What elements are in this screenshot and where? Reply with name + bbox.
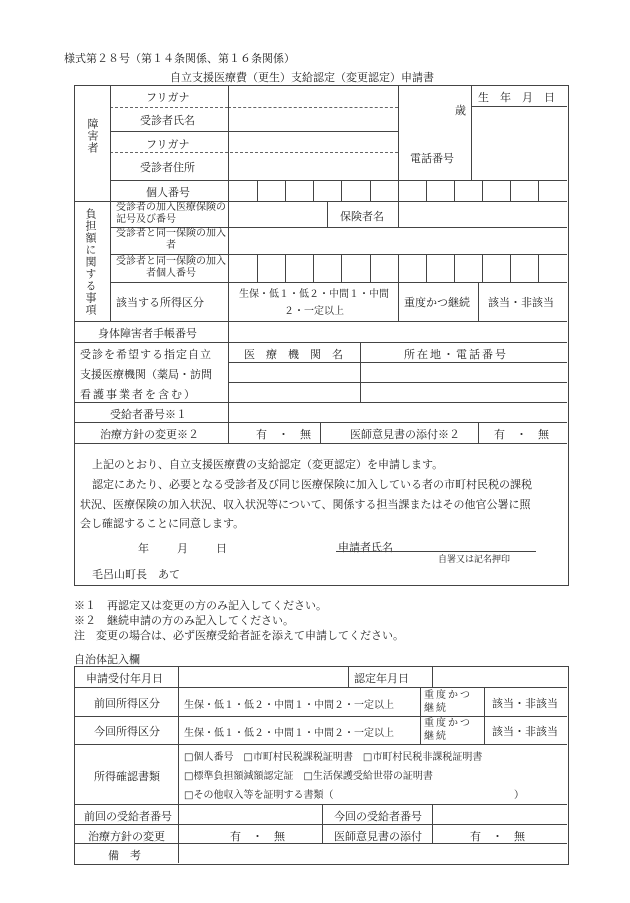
- prev-applicable[interactable]: 該当・非該当: [492, 697, 558, 710]
- curr-recipient-label: 今回の受給者番号: [334, 810, 422, 823]
- treatment-yes-no-2[interactable]: 有 ・ 無: [230, 830, 285, 843]
- certified-date-label: 認定年月日: [354, 672, 409, 685]
- curr-severe-label: 重度かつ継続: [424, 718, 472, 742]
- curr-income-label: 今回所得区分: [94, 725, 160, 738]
- note-2: ※２ 継続申請の方のみ記入してください。: [74, 614, 294, 627]
- dob-label: 生 年 月 日: [478, 91, 555, 104]
- docs-label: 所得確認書類: [94, 770, 160, 783]
- insurance-symbol-label: 受診者の加入医療保険の記号及び番号: [116, 202, 226, 225]
- declaration-line-3: 状況、医療保険の加入状況、収入状況等について、関係する担当課またはその他官公署に照: [80, 498, 531, 511]
- facility-col-address: 所在地・電話番号: [404, 348, 508, 361]
- declaration-date[interactable]: 年 月 日: [138, 542, 229, 555]
- prev-income-options[interactable]: 生保・低１・低２・中間１・中間２・一定以上: [184, 700, 394, 711]
- income-options[interactable]: 生保・低１・低２・中間１・中間２・一定以上: [239, 289, 389, 317]
- note-3: 注 変更の場合は、必ず医療受給者証を添えて申請してください。: [74, 629, 404, 642]
- name-label: 受診者氏名: [140, 114, 195, 127]
- address-label: 受診者住所: [140, 161, 195, 174]
- divider: [110, 107, 228, 108]
- opinion-yes-no[interactable]: 有 ・ 無: [494, 428, 549, 441]
- section-label-burden: 負担額に関する事項: [84, 208, 97, 316]
- applicable-toggle[interactable]: 該当・非該当: [488, 296, 554, 309]
- recipient-number-label: 受給者番号※１: [110, 408, 187, 421]
- same-insurance-number-label: 受診者と同一保険の加入者個人番号: [116, 256, 226, 279]
- age-label: 歳: [455, 104, 466, 117]
- curr-income-options[interactable]: 生保・低１・低２・中間１・中間２・一定以上: [184, 728, 394, 739]
- addressee: 毛呂山町長 あて: [92, 568, 180, 581]
- severe-label: 重度かつ継続: [404, 296, 470, 309]
- opinion-label-2: 医師意見書の添付: [334, 830, 422, 843]
- declaration-line-4: 会し確認することに同意します。: [80, 517, 245, 530]
- income-class-label: 該当する所得区分: [116, 296, 204, 309]
- note-1: ※１ 再認定又は変更の方のみ記入してください。: [74, 599, 327, 612]
- facility-label-3: 看護事業者を含む）: [80, 388, 197, 401]
- municipal-heading: 自治体記入欄: [74, 653, 140, 666]
- section-label-disabled: 障害者: [86, 118, 99, 154]
- phone-label: 電話番号: [410, 152, 454, 165]
- prev-income-label: 前回所得区分: [94, 697, 160, 710]
- treatment-change-label: 治療方針の変更※２: [100, 428, 199, 441]
- my-number-label: 個人番号: [146, 186, 190, 199]
- facility-label-1: 受診を希望する指定自立: [80, 348, 212, 361]
- signature-note: 自署又は記名押印: [438, 555, 511, 565]
- docs-line-3[interactable]: □その他収入等を証明する書類（: [184, 790, 334, 801]
- insurer-label: 保険者名: [340, 210, 384, 223]
- docs-line-2[interactable]: □標準負担額減額認定証 □生活保護受給世帯の証明書: [184, 771, 433, 782]
- treatment-yes-no[interactable]: 有 ・ 無: [256, 428, 311, 441]
- treatment-change-label-2: 治療方針の変更: [88, 830, 165, 843]
- form-title: 自立支援医療費（更生）支給認定（変更認定）申請書: [170, 71, 434, 84]
- handbook-label: 身体障害者手帳番号: [98, 327, 197, 340]
- docs-line-1[interactable]: □個人番号 □市町村民税課税証明書 □市町村民税非課税証明書: [184, 752, 483, 763]
- opinion-label: 医師意見書の添付※２: [350, 428, 460, 441]
- facility-col-name: 医 療 機 関 名: [244, 348, 343, 361]
- declaration-line-2: 認定にあたり、必要となる受診者及び同じ医療保険に加入している者の市町村民税の課税: [92, 478, 532, 491]
- applicant-name-label: 申請者氏名: [338, 541, 393, 554]
- opinion-yes-no-2[interactable]: 有 ・ 無: [470, 830, 525, 843]
- prev-severe-label: 重度かつ継続: [424, 690, 472, 714]
- same-insurance-label: 受診者と同一保険の加入者: [116, 228, 226, 251]
- form-number: 様式第２８号（第１４条関係、第１６条関係）: [64, 52, 295, 65]
- facility-label-2: 支援医療機関（薬局・訪問: [80, 368, 212, 381]
- furigana-label: フリガナ: [146, 91, 190, 104]
- remarks-label: 備 考: [108, 849, 141, 862]
- prev-recipient-label: 前回の受給者番号: [84, 810, 172, 823]
- docs-close: ）: [514, 790, 524, 801]
- received-date-label: 申請受付年月日: [86, 672, 163, 685]
- declaration-line-1: 上記のとおり、自立支援医療費の支給認定（変更認定）を申請します。: [92, 458, 444, 471]
- curr-applicable[interactable]: 該当・非該当: [492, 725, 558, 738]
- furigana-label-2: フリガナ: [146, 138, 190, 151]
